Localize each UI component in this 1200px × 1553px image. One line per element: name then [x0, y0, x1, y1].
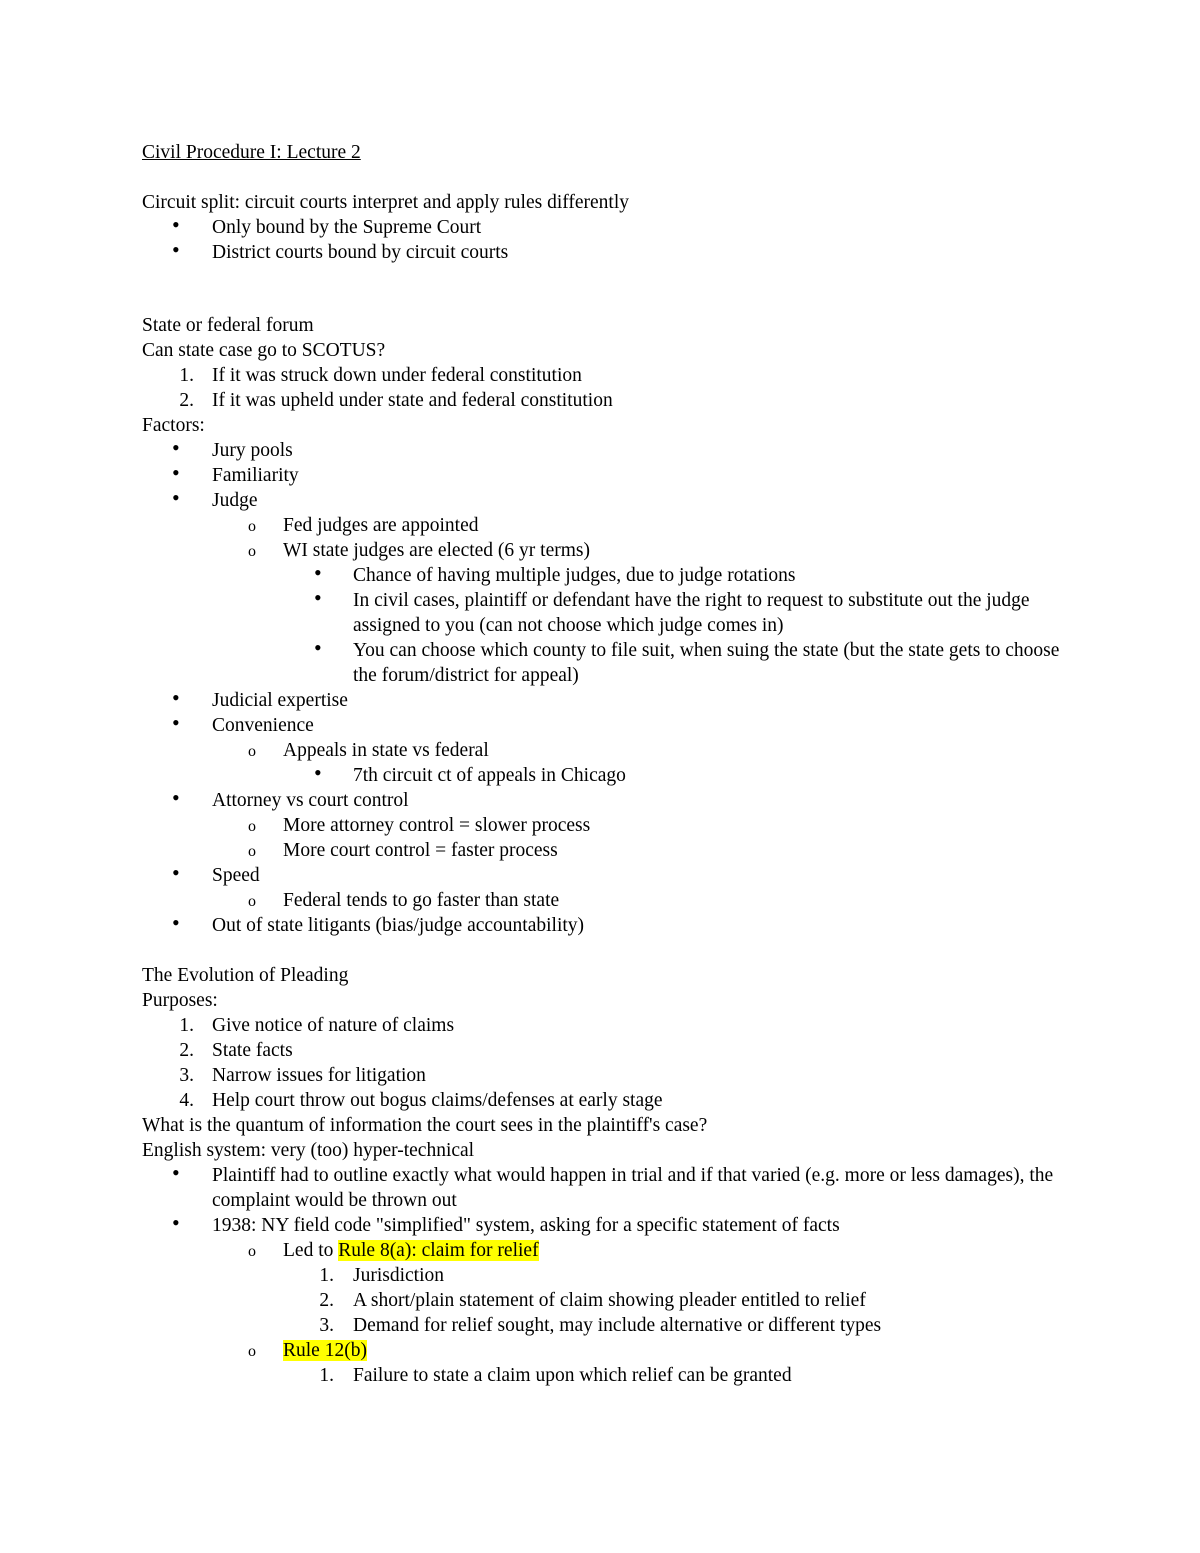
list-item-text: Demand for relief sought, may include alternative or different types — [353, 1315, 882, 1336]
list-item — [142, 1288, 1082, 1313]
list-item-text: WI state judges are elected (6 yr terms) — [283, 540, 590, 561]
page-title: Civil Procedure I: Lecture 2 — [142, 142, 361, 163]
bullet-icon: • — [172, 785, 180, 810]
list-item-text: Federal tends to go faster than state — [283, 890, 560, 911]
number-marker: 1. — [179, 365, 194, 386]
list-item-text: You can choose which county to file suit, when suing the state (but the state gets to choose the forum/district for appeal) — [353, 640, 1060, 686]
list-item — [142, 1210, 1082, 1238]
purposes-label: Purposes: — [142, 990, 218, 1011]
list-item-text: Give notice of nature of claims — [212, 1015, 455, 1036]
list-item-text: Narrow issues for litigation — [212, 1065, 426, 1086]
circle-bullet-icon: o — [248, 843, 256, 860]
list-item-text: Judge — [212, 490, 258, 511]
list-item-text: Out of state litigants (bias/judge accountability) — [212, 915, 585, 936]
list-item — [142, 888, 1082, 913]
list-item — [142, 363, 1082, 388]
list-item — [142, 710, 1082, 738]
document-page — [142, 140, 1082, 1388]
number-marker: 2. — [179, 1040, 194, 1061]
circle-bullet-icon: o — [248, 1243, 256, 1260]
list-item-text: Speed — [212, 865, 260, 886]
list-item — [142, 1088, 1082, 1113]
list-item — [142, 1263, 1082, 1288]
bullet-icon: • — [172, 710, 180, 735]
list-item — [142, 585, 1082, 638]
list-item — [142, 538, 1082, 563]
number-marker: 1. — [319, 1265, 334, 1286]
circle-bullet-icon: o — [248, 543, 256, 560]
list-item — [142, 838, 1082, 863]
bullet-icon: • — [172, 1160, 180, 1185]
list-item-text: Only bound by the Supreme Court — [212, 217, 482, 238]
circle-bullet-icon: o — [248, 518, 256, 535]
list-item-text: Convenience — [212, 715, 314, 736]
english-system: English system: very (too) hyper-technical — [142, 1140, 475, 1161]
list-item — [142, 212, 1082, 240]
circle-bullet-icon: o — [248, 1343, 256, 1360]
list-item — [142, 460, 1082, 488]
bullet-icon: • — [172, 860, 180, 885]
forum-question: Can state case go to SCOTUS? — [142, 340, 386, 361]
pleading-heading: The Evolution of Pleading — [142, 965, 349, 986]
list-item — [142, 910, 1082, 938]
list-item — [142, 1013, 1082, 1038]
list-item-text: If it was upheld under state and federal constitution — [212, 390, 613, 411]
list-item — [142, 560, 1082, 588]
bullet-icon: • — [172, 435, 180, 460]
bullet-icon: • — [314, 760, 322, 785]
list-item — [142, 1313, 1082, 1338]
spacer — [142, 165, 1082, 190]
list-item-text: Judicial expertise — [212, 690, 348, 711]
number-marker: 2. — [179, 390, 194, 411]
list-item-text: More court control = faster process — [283, 840, 558, 861]
list-item-text: Help court throw out bogus claims/defenses at early stage — [212, 1090, 663, 1111]
rule-8a-highlight: Rule 8(a): claim for relief — [338, 1240, 539, 1261]
bullet-icon: • — [172, 237, 180, 262]
list-item — [142, 860, 1082, 888]
factors-label: Factors: — [142, 415, 205, 436]
number-marker: 1. — [319, 1365, 334, 1386]
list-item-text: District courts bound by circuit courts — [212, 242, 509, 263]
circuit-heading: Circuit split: circuit courts interpret and apply rules differently — [142, 192, 630, 213]
list-item — [142, 1363, 1082, 1388]
spacer — [142, 265, 1082, 313]
list-item — [142, 635, 1082, 688]
list-item — [142, 513, 1082, 538]
bullet-icon: • — [172, 485, 180, 510]
bullet-icon: • — [172, 685, 180, 710]
list-item-text: State facts — [212, 1040, 293, 1061]
list-item — [142, 237, 1082, 265]
circle-bullet-icon: o — [248, 743, 256, 760]
list-item-text: Fed judges are appointed — [283, 515, 479, 536]
list-item-text: Familiarity — [212, 465, 299, 486]
led-to-text: Led to — [283, 1240, 339, 1261]
list-item — [142, 1338, 1082, 1363]
list-item — [142, 1160, 1082, 1213]
list-item — [142, 1238, 1082, 1263]
circle-bullet-icon: o — [248, 818, 256, 835]
list-item — [142, 813, 1082, 838]
list-item-text: In civil cases, plaintiff or defendant have the right to request to substitute out the judge assigned to you (can not choose which judge comes in) — [353, 590, 1030, 636]
list-item-text: Jurisdiction — [353, 1265, 444, 1286]
number-marker: 3. — [179, 1065, 194, 1086]
list-item — [142, 760, 1082, 788]
list-item — [142, 685, 1082, 713]
rule-12b-highlight: Rule 12(b) — [283, 1340, 367, 1361]
list-item-text: If it was struck down under federal constitution — [212, 365, 582, 386]
list-item — [142, 1063, 1082, 1088]
bullet-icon: • — [172, 910, 180, 935]
list-item-text: Attorney vs court control — [212, 790, 409, 811]
list-item-text: More attorney control = slower process — [283, 815, 591, 836]
spacer — [142, 938, 1082, 963]
list-item-text: A short/plain statement of claim showing pleader entitled to relief — [353, 1290, 866, 1311]
list-item-text: 1938: NY field code "simplified" system, asking for a specific statement of facts — [212, 1215, 840, 1236]
number-marker: 3. — [319, 1315, 334, 1336]
pleading-question: What is the quantum of information the court sees in the plaintiff's case? — [142, 1115, 708, 1136]
list-item — [142, 785, 1082, 813]
list-item — [142, 435, 1082, 463]
bullet-icon: • — [172, 1210, 180, 1235]
bullet-icon: • — [172, 460, 180, 485]
list-item-text: 7th circuit ct of appeals in Chicago — [353, 765, 626, 786]
list-item-text: Chance of having multiple judges, due to judge rotations — [353, 565, 796, 586]
list-item-text: Plaintiff had to outline exactly what would happen in trial and if that varied (e.g. more or less damages), the complaint would be thrown out — [212, 1165, 1054, 1211]
bullet-icon: • — [172, 212, 180, 237]
list-item-text: Appeals in state vs federal — [283, 740, 489, 761]
bullet-icon: • — [314, 635, 322, 660]
list-item — [142, 388, 1082, 413]
number-marker: 1. — [179, 1015, 194, 1036]
bullet-icon: • — [314, 560, 322, 585]
list-item — [142, 485, 1082, 513]
list-item — [142, 738, 1082, 763]
number-marker: 2. — [319, 1290, 334, 1311]
forum-heading: State or federal forum — [142, 315, 314, 336]
circle-bullet-icon: o — [248, 893, 256, 910]
list-item-text: Jury pools — [212, 440, 293, 461]
list-item-text: Failure to state a claim upon which relief can be granted — [353, 1365, 792, 1386]
list-item — [142, 1038, 1082, 1063]
number-marker: 4. — [179, 1090, 194, 1111]
bullet-icon: • — [314, 585, 322, 610]
